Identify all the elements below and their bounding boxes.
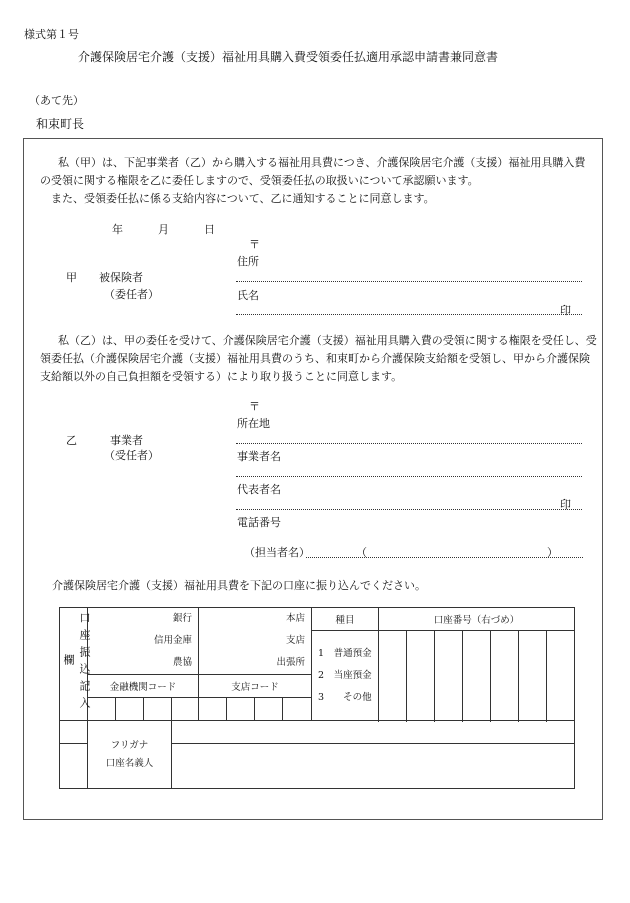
party-b-label: 事業者 <box>110 434 143 447</box>
party-a-address-label: 住所 <box>237 255 259 268</box>
party-b-postal-mark: 〒 <box>249 400 260 413</box>
party-b-location-label: 所在地 <box>237 417 270 430</box>
branch-code-digit-2[interactable] <box>227 698 255 721</box>
branch-type-main: 本店 <box>286 613 306 624</box>
document-title: 介護保険居宅介護（支援）福祉用具購入費受領委任払適用承認申請書兼同意書 <box>78 50 499 64</box>
account-digit-4[interactable] <box>463 631 491 721</box>
transfer-request-text: 介護保険居宅介護（支援）福祉用具費を下記の口座に振り込んでください。 <box>52 579 426 592</box>
account-digit-6[interactable] <box>519 631 547 721</box>
bank-side-label: 口座振込記入欄 <box>62 611 91 714</box>
party-b-sub-label: （受任者） <box>104 449 159 462</box>
branch-type-branch: 支店 <box>286 635 306 646</box>
category-current: 2 当座預金 <box>318 669 372 681</box>
bank-account-table <box>59 607 575 789</box>
addressee-label: （あて先） <box>29 94 84 107</box>
account-number-header: 口座番号（右づめ） <box>379 608 575 631</box>
bank-name-cell[interactable] <box>88 608 199 675</box>
consent-paragraph-1: 私（甲）は、下記事業者（乙）から購入する福祉用具費につき、介護保険居宅介護（支援）福祉用具購入費の受領に関する権限を乙に委任しますので、受領委任払の取扱いについて承認願います。 <box>40 156 586 187</box>
furigana-label: フリガナ <box>110 739 149 751</box>
party-a-name-label: 氏名 <box>237 289 259 302</box>
holder-label-cell <box>88 721 172 789</box>
branch-name-cell[interactable] <box>199 608 312 675</box>
category-options[interactable] <box>312 631 379 721</box>
holder-name-field[interactable] <box>172 744 575 789</box>
furigana-field[interactable] <box>172 721 575 744</box>
party-b-representative-field[interactable] <box>236 509 582 510</box>
party-b-contact-field[interactable] <box>306 557 583 558</box>
party-a-label: 被保険者 <box>99 271 143 284</box>
form-number: 様式第１号 <box>24 28 79 41</box>
party-b-business-name-field[interactable] <box>236 476 582 477</box>
party-a-seal: 印 <box>560 304 571 317</box>
category-ordinary: 1 普通預金 <box>318 647 372 659</box>
account-digit-3[interactable] <box>435 631 463 721</box>
branch-code-digit-4[interactable] <box>283 698 312 721</box>
party-b-representative-label: 代表者名 <box>237 483 281 496</box>
category-other: 3 その他 <box>318 691 372 703</box>
account-digit-1[interactable] <box>379 631 407 721</box>
category-header: 種目 <box>312 608 379 631</box>
bank-code-digit-4[interactable] <box>172 698 199 721</box>
bank-code-label: 金融機関コード <box>88 675 199 698</box>
branch-code-digit-1[interactable] <box>199 698 227 721</box>
party-b-contact-paren-open: （ <box>356 546 367 559</box>
account-digit-2[interactable] <box>407 631 435 721</box>
date-month-label: 月 <box>158 223 169 236</box>
party-a-role: 甲 <box>66 271 77 284</box>
branch-code-digit-3[interactable] <box>255 698 283 721</box>
party-b-contact-paren-close: ） <box>547 546 558 559</box>
consent-paragraph-1b: また、受領委任払に係る支給内容について、乙に通知することに同意します。 <box>51 192 435 205</box>
party-a-sub-label: （委任者） <box>104 288 159 301</box>
bank-code-digit-2[interactable] <box>116 698 144 721</box>
date-day-label: 日 <box>204 223 215 236</box>
account-digit-5[interactable] <box>491 631 519 721</box>
party-b-role: 乙 <box>66 434 77 447</box>
party-b-location-field[interactable] <box>236 443 582 444</box>
bank-type-shinkin: 信用金庫 <box>154 635 193 646</box>
account-digit-7[interactable] <box>547 631 575 721</box>
party-b-phone-label: 電話番号 <box>237 516 281 529</box>
bank-side-label-cell <box>60 608 91 721</box>
party-a-postal-mark: 〒 <box>249 238 260 251</box>
bank-code-digit-3[interactable] <box>144 698 172 721</box>
date-year-label: 年 <box>112 223 123 236</box>
branch-code-label: 支店コード <box>199 675 312 698</box>
party-b-seal: 印 <box>560 498 571 511</box>
party-a-address-field[interactable] <box>236 281 582 282</box>
branch-type-sub: 出張所 <box>276 657 306 668</box>
holder-label: 口座名義人 <box>105 757 154 769</box>
party-b-contact-label: （担当者名） <box>244 546 310 559</box>
consent-paragraph-2: 私（乙）は、甲の委任を受けて、介護保険居宅介護（支援）福祉用具購入費の受領に関する権限を受任し、受領委任払（介護保険居宅介護（支援）福祉用具費のうち、和束町から介護保険支給額を受領し、甲から介護保険支給額以外の自己負担額を受領する）により取り扱うことに同意します。 <box>40 334 597 383</box>
party-a-name-field[interactable] <box>236 314 582 315</box>
bank-type-bank: 銀行 <box>173 613 193 624</box>
bank-type-nokyo: 農協 <box>173 657 193 668</box>
addressee: 和束町長 <box>36 117 85 131</box>
party-b-business-name-label: 事業者名 <box>237 450 281 463</box>
